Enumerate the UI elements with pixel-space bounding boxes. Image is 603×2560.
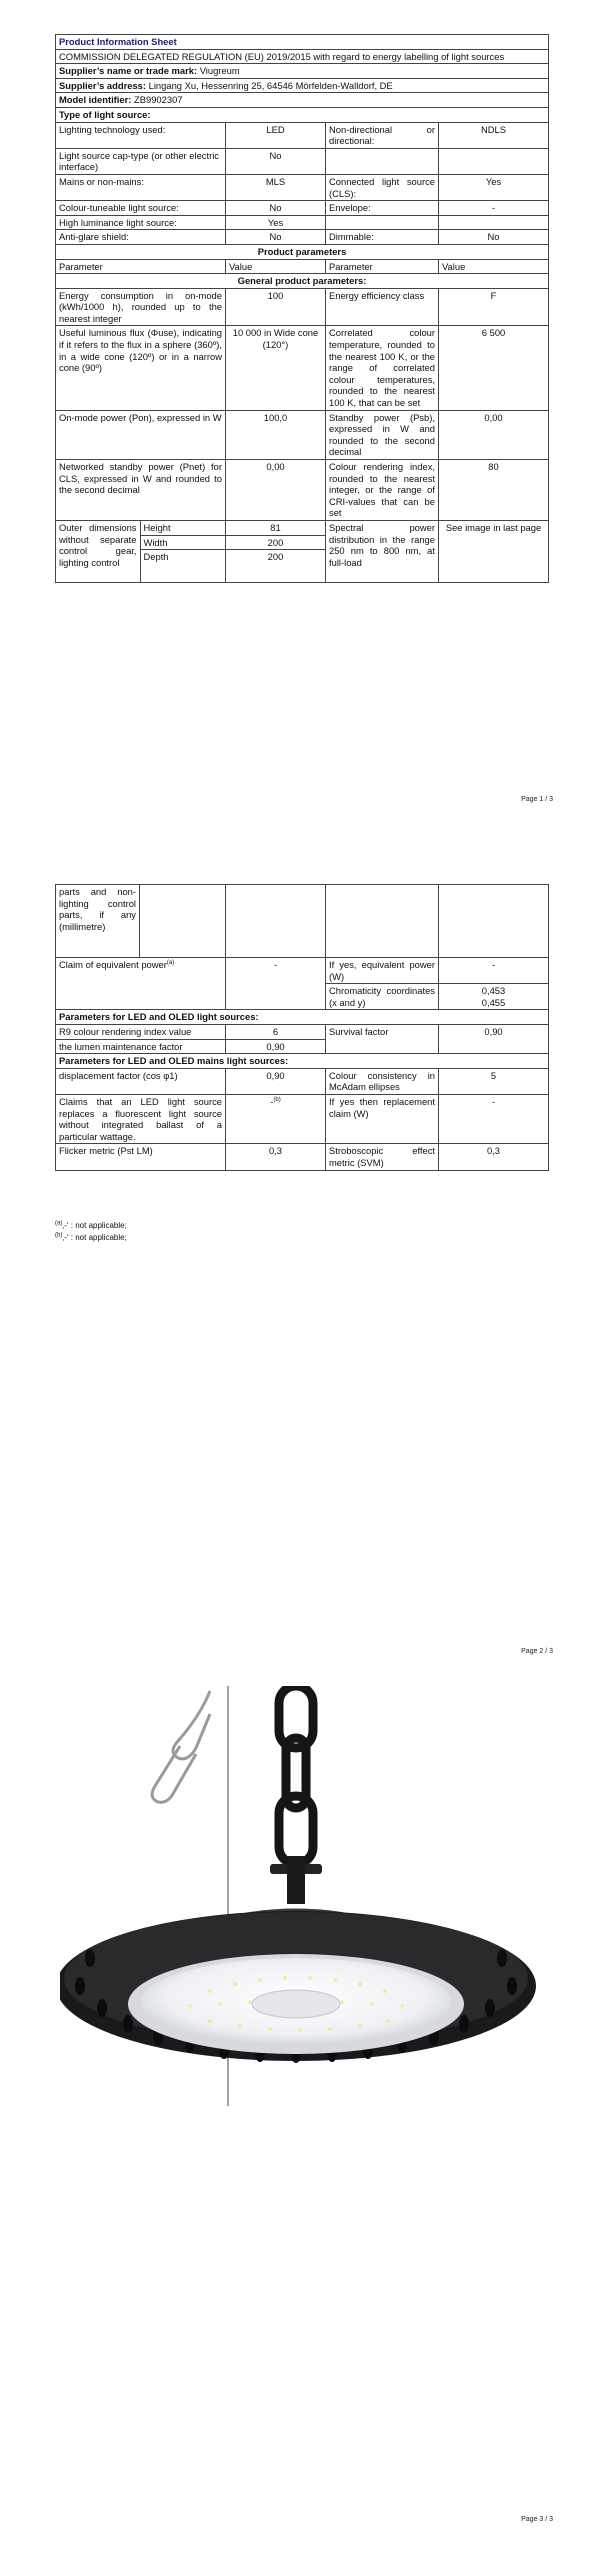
replacement-claim-value: - xyxy=(270,1095,274,1107)
param-cell: Envelope: xyxy=(326,201,439,216)
model-identifier: ZB9902307 xyxy=(134,94,183,106)
value-cell: - xyxy=(439,1094,549,1143)
empty-cell xyxy=(326,885,439,958)
value-cell: LED xyxy=(226,122,326,148)
type-row xyxy=(56,215,549,230)
center-disc xyxy=(252,1990,340,2018)
dimensions-cell xyxy=(56,520,226,582)
type-row xyxy=(56,230,549,245)
dimensions-label-part1: Outer dimensions without separate control gear, lighting control xyxy=(56,521,140,582)
model-row xyxy=(56,93,549,108)
param-cell: Useful luminous flux (Φuse), indicating if it refers to the flux in a sphere (360º), in a wide cone (120º) or in a narrow cone (90º) xyxy=(56,326,226,410)
param-cell: Colour-tuneable light source: xyxy=(56,201,226,216)
led-row xyxy=(56,1024,549,1039)
ufo-high-bay-lamp-image xyxy=(60,1686,540,2286)
value-cell: F xyxy=(439,288,549,326)
param-cell: Non-directional or directional: xyxy=(326,122,439,148)
value-cell: - xyxy=(439,201,549,216)
general-row xyxy=(56,288,549,326)
height-value: 81 xyxy=(226,521,325,536)
general-row xyxy=(56,326,549,410)
param-cell: Energy consumption in on-mode (kWh/1000 h), rounded up to the nearest integer xyxy=(56,288,226,326)
col-parameter-1: Parameter xyxy=(56,259,226,274)
info-table-part1 xyxy=(55,34,549,583)
mains-row xyxy=(56,1068,549,1094)
page-2 xyxy=(0,830,603,1686)
value-cell: No xyxy=(226,230,326,245)
dimensions-continued-row xyxy=(56,885,549,958)
type-header: Type of light source: xyxy=(56,107,549,122)
footnote xyxy=(55,1220,127,1232)
value-cell: No xyxy=(226,201,326,216)
page-number: Page 3 / 3 xyxy=(521,2516,553,2523)
param-cell: High luminance light source: xyxy=(56,215,226,230)
col-parameter-2: Parameter xyxy=(326,259,439,274)
footnote-text: ‚-‘ : not applicable; xyxy=(62,1221,127,1230)
value-cell: 100 xyxy=(226,288,326,326)
regulation-text: COMMISSION DELEGATED REGULATION (EU) 2019/2015 with regard to energy labelling of light sources xyxy=(56,49,549,64)
param-cell: Dimmable: xyxy=(326,230,439,245)
claim-equivalent-cell xyxy=(56,958,226,1010)
param-cell: Connected light source (CLS): xyxy=(326,174,439,200)
footnote xyxy=(55,1232,127,1244)
equivalent-power-value: - xyxy=(439,958,549,984)
value-cell: 0,00 xyxy=(226,460,326,521)
param-cell: Anti-glare shield: xyxy=(56,230,226,245)
param-cell: Networked standby power (Pnet) for CLS, expressed in W and rounded to the second decimal xyxy=(56,460,226,521)
chromaticity-x: 0,453 xyxy=(481,985,506,997)
value-cell xyxy=(439,148,549,174)
param-cell: If yes then replacement claim (W) xyxy=(326,1094,439,1143)
claim-equivalent-value: - xyxy=(226,958,326,1010)
footnote-b-marker: (b) xyxy=(273,1096,281,1103)
width-value: 200 xyxy=(226,536,325,551)
value-cell: 0,3 xyxy=(226,1144,326,1170)
equivalent-power-label: If yes, equivalent power (W) xyxy=(326,958,439,984)
empty-cell xyxy=(226,885,326,958)
value-cell: NDLS xyxy=(439,122,549,148)
param-cell: Survival factor xyxy=(326,1024,439,1053)
model-label: Model identifier: xyxy=(59,94,132,106)
param-cell: Light source cap-type (or other electric interface) xyxy=(56,148,226,174)
value-cell: 0,90 xyxy=(439,1024,549,1053)
value-cell: 6 500 xyxy=(439,326,549,410)
footnote-a-marker: (a) xyxy=(166,959,175,966)
general-row xyxy=(56,410,549,459)
chromaticity-label: Chromaticity coordinates (x and y) xyxy=(326,984,439,1010)
value-cell: 0,00 xyxy=(439,410,549,459)
value-cell: 0,90 xyxy=(226,1068,326,1094)
param-cell: Stroboscopic effect metric (SVM) xyxy=(326,1144,439,1170)
param-cell: Colour consistency in McAdam ellipses xyxy=(326,1068,439,1094)
product-parameters-header: Product parameters xyxy=(56,244,549,259)
supplier-address-row xyxy=(56,78,549,93)
page-1 xyxy=(0,0,603,830)
value-cell xyxy=(439,215,549,230)
info-table-part2 xyxy=(55,884,549,1171)
footnote-text: ‚-‘ : not applicable; xyxy=(62,1233,127,1242)
footnotes xyxy=(55,1220,127,1244)
param-cell: On-mode power (Pon), expressed in W xyxy=(56,410,226,459)
value-cell: No xyxy=(226,148,326,174)
depth-label: Depth xyxy=(143,551,169,563)
param-cell: displacement factor (cos φ1) xyxy=(56,1068,226,1094)
param-cell: Mains or non-mains: xyxy=(56,174,226,200)
chromaticity-values xyxy=(439,984,549,1010)
dimensions-values xyxy=(226,520,326,582)
carabiner-hook xyxy=(152,1691,210,1802)
page-3 xyxy=(0,1686,603,2560)
param-cell: Energy efficiency class xyxy=(326,288,439,326)
supplier-address-label: Supplier’s address: xyxy=(59,79,147,91)
param-cell xyxy=(326,215,439,230)
value-cell xyxy=(226,1094,326,1143)
value-cell: 0,90 xyxy=(226,1039,326,1054)
width-label: Width xyxy=(140,535,225,550)
chromaticity-y: 0,455 xyxy=(481,996,506,1008)
mains-row xyxy=(56,1094,549,1143)
type-row xyxy=(56,148,549,174)
value-cell: Yes xyxy=(439,174,549,200)
value-cell: 80 xyxy=(439,460,549,521)
led-header: Parameters for LED and OLED light sources: xyxy=(56,1010,549,1025)
col-value-2: Value xyxy=(439,259,549,274)
supplier-name-label: Supplier’s name or trade mark: xyxy=(59,65,198,77)
mount-bolt xyxy=(270,1856,322,1904)
type-row xyxy=(56,201,549,216)
chain xyxy=(279,1686,313,1864)
supplier-name-row xyxy=(56,64,549,79)
footnote-marker: (b) xyxy=(55,1232,63,1239)
page-number: Page 1 / 3 xyxy=(521,796,553,803)
param-cell: Standby power (Psb), expressed in W and rounded to the second decimal xyxy=(326,410,439,459)
page-title: Product Information Sheet xyxy=(56,35,549,50)
general-header: General product parameters: xyxy=(56,274,549,289)
height-label: Height xyxy=(140,521,225,535)
param-cell: Flicker metric (Pst LM) xyxy=(56,1144,226,1170)
value-cell: No xyxy=(439,230,549,245)
equivalent-row xyxy=(56,958,549,984)
param-cell: R9 colour rendering index value xyxy=(56,1024,226,1039)
type-row xyxy=(56,122,549,148)
column-header-row xyxy=(56,259,549,274)
empty-cell xyxy=(140,885,226,958)
value-cell: Yes xyxy=(226,215,326,230)
supplier-name: Viugreum xyxy=(199,65,240,77)
param-cell: the lumen maintenance factor xyxy=(56,1039,226,1054)
value-cell: 0,3 xyxy=(439,1144,549,1170)
supplier-address: Lingang Xu, Hessenring 25, 64546 Mörfelden-Walldorf, DE xyxy=(148,79,393,91)
param-cell: Claims that an LED light source replaces a fluorescent light source without integrated ballast of a particular wattage. xyxy=(56,1094,226,1143)
mains-row xyxy=(56,1144,549,1170)
value-cell: 5 xyxy=(439,1068,549,1094)
value-cell: 10 000 in Wide cone (120°) xyxy=(226,326,326,410)
general-row xyxy=(56,460,549,521)
value-cell: 100,0 xyxy=(226,410,326,459)
spd-value: See image in last page xyxy=(439,520,549,582)
param-cell: Correlated colour temperature, rounded to the nearest 100 K, or the range of correlated colour temperatures, rounded to the nearest 100 K, that can be set xyxy=(326,326,439,410)
param-cell xyxy=(326,148,439,174)
value-cell: 6 xyxy=(226,1024,326,1039)
page-number: Page 2 / 3 xyxy=(521,1648,553,1655)
type-row xyxy=(56,174,549,200)
claim-equivalent-label: Claim of equivalent power xyxy=(59,959,167,970)
mains-header: Parameters for LED and OLED mains light sources: xyxy=(56,1054,549,1069)
empty-cell xyxy=(439,885,549,958)
param-cell: Colour rendering index, rounded to the nearest integer, or the range of CRI-values that can be set xyxy=(326,460,439,521)
dimensions-label-part2: parts and non-lighting control parts, if any (millimetre) xyxy=(56,885,140,958)
footnote-marker: (a) xyxy=(55,1220,63,1227)
dimensions-row xyxy=(56,520,549,582)
depth-value: 200 xyxy=(267,551,284,563)
spd-label: Spectral power distribution in the range 250 nm to 800 nm, at full-load xyxy=(326,520,439,582)
value-cell: MLS xyxy=(226,174,326,200)
col-value-1: Value xyxy=(226,259,326,274)
param-cell: Lighting technology used: xyxy=(56,122,226,148)
